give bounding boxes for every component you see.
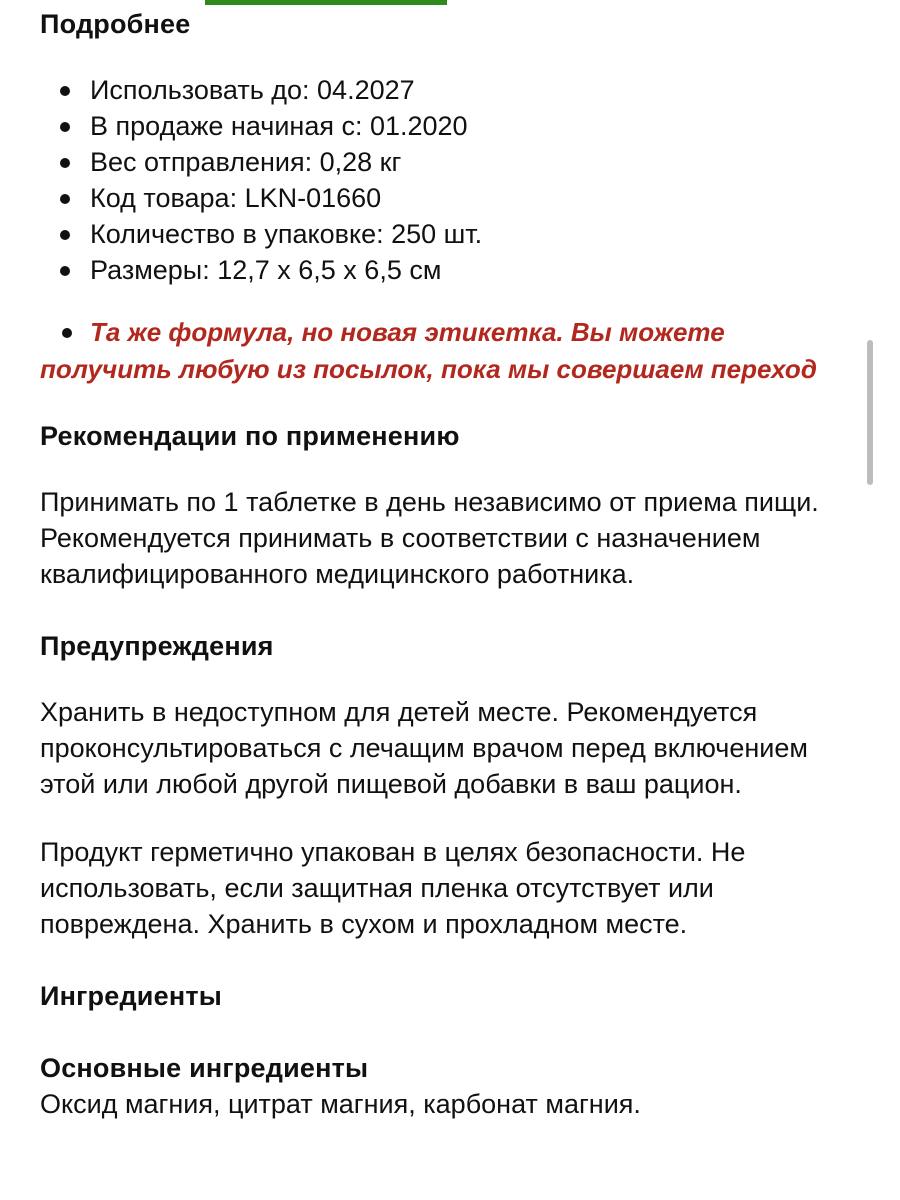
- bullet-icon: [62, 328, 72, 338]
- list-item-quantity: Количество в упаковке: 250 шт.: [40, 216, 860, 252]
- usage-heading: Рекомендации по применению: [40, 421, 460, 451]
- scrollbar-thumb[interactable]: [867, 340, 873, 485]
- warnings-text-2: Продукт герметично упакован в целях безопасности. Не использовать, если защитная пленка отсутствует или повреждена. Хранить в сухом и прохладном месте.: [40, 837, 746, 939]
- label-change-notice: [40, 314, 860, 388]
- warnings-heading: Предупреждения: [40, 631, 274, 661]
- warnings-text-1: Хранить в недоступном для детей месте. Рекомендуется проконсультироваться с лечащим врачом перед включением этой или любой другой пищевой добавки в ваш рацион.: [40, 697, 808, 799]
- list-item-product-code: Код товара: LKN-01660: [40, 180, 860, 216]
- notice-text: Та же формула, но новая этикетка. Вы можете получить любую из посылок, пока мы совершаем переход: [40, 317, 817, 384]
- top-accent-bar: [205, 0, 447, 5]
- list-item-on-sale-since: В продаже начиная с: 01.2020: [40, 108, 860, 144]
- main-ingredients-heading: Основные ингредиенты: [40, 1053, 369, 1083]
- list-item-shipping-weight: Вес отправления: 0,28 кг: [40, 144, 860, 180]
- list-item-dimensions: Размеры: 12,7 x 6,5 x 6,5 см: [40, 252, 860, 288]
- list-item-expiry: Использовать до: 04.2027: [40, 72, 860, 108]
- usage-text: Принимать по 1 таблетке в день независимо от приема пищи. Рекомендуется принимать в соответствии с назначением квалифицированного медицинского работника.: [40, 487, 819, 589]
- main-ingredients-text: Оксид магния, цитрат магния, карбонат магния.: [40, 1089, 641, 1119]
- details-heading: Подробнее: [40, 9, 191, 39]
- product-description: [40, 6, 860, 1122]
- ingredients-heading: Ингредиенты: [40, 981, 223, 1011]
- details-list: [40, 72, 860, 288]
